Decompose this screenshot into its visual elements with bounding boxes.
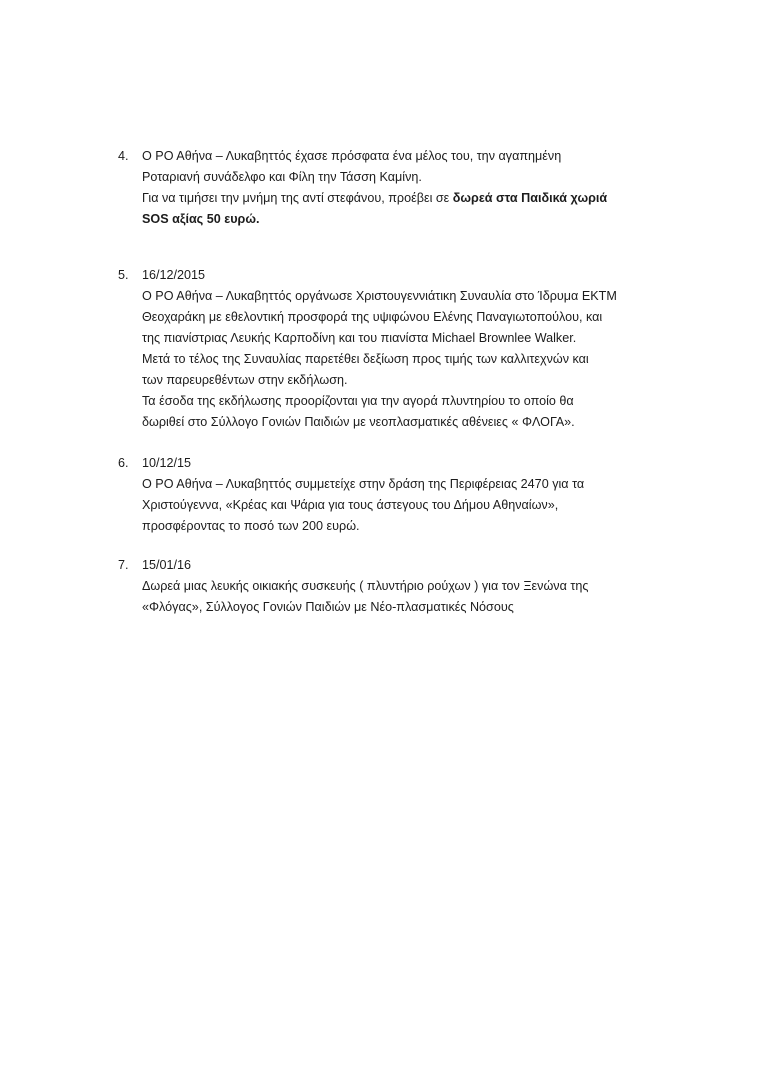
- item-text-line: Ο ΡΟ Αθήνα – Λυκαβηττός έχασε πρόσφατα ένα μέλος του, την αγαπημένη: [142, 149, 562, 163]
- item-text-plain: Για να τιμήσει την μνήμη της αντί στεφάνου, προέβει σε: [142, 191, 453, 205]
- item-number: 6.: [118, 456, 129, 470]
- item-text-line: Ο ΡΟ Αθήνα – Λυκαβηττός συμμετείχε στην δράση της Περιφέρειας 2470 για τα: [142, 477, 585, 491]
- item-number: 7.: [118, 558, 129, 572]
- item-text-line: Ο ΡΟ Αθήνα – Λυκαβηττός οργάνωσε Χριστουγεννιάτικη Συναυλία στο Ίδρυμα ΕΚΤΜ: [142, 289, 617, 303]
- item-text-line: Θεοχαράκη με εθελοντική προσφορά της υψιφώνου Ελένης Παναγιωτοπούλου, και: [142, 310, 603, 324]
- item-text-bold: δωρεά στα Παιδικά χωριά: [452, 191, 608, 205]
- item-text-line-mixed: [142, 188, 658, 209]
- list-item-5: [118, 265, 658, 433]
- item-text-line: Ροταριανή συνάδελφο και Φίλη την Τάσση Καμίνη.: [142, 170, 422, 184]
- item-date: 15/01/16: [142, 558, 192, 572]
- list-item-7: [118, 555, 658, 618]
- item-number: 4.: [118, 149, 129, 163]
- item-text-line: προσφέροντας το ποσό των 200 ευρώ.: [142, 519, 360, 533]
- item-body: [142, 146, 658, 230]
- item-text-line: «Φλόγας», Σύλλογος Γονιών Παιδιών με Νέο-πλασματικές Νόσους: [142, 600, 514, 614]
- item-number: 5.: [118, 268, 129, 282]
- list-item-6: [118, 453, 658, 537]
- list-item-4: [118, 146, 658, 230]
- item-text-line: Τα έσοδα της εκδήλωσης προορίζονται για την αγορά πλυντηρίου το οποίο θα: [142, 394, 574, 408]
- item-date: 10/12/15: [142, 456, 192, 470]
- item-text-line: των παρευρεθέντων στην εκδήλωση.: [142, 373, 348, 387]
- item-text-line: Χριστούγεννα, «Κρέας και Ψάρια για τους άστεγους του Δήμου Αθηναίων»,: [142, 498, 559, 512]
- item-body: [142, 265, 658, 433]
- item-body: [142, 555, 658, 618]
- item-text-bold-line: SOS αξίας 50 ευρώ.: [142, 212, 260, 226]
- item-text-line: της πιανίστριας Λευκής Καρποδίνη και του πιανίστα Michael Brownlee Walker.: [142, 331, 577, 345]
- item-text-line: δωριθεί στο Σύλλογο Γονιών Παιδιών με νεοπλασματικές αθένειες « ΦΛΟΓΑ».: [142, 415, 575, 429]
- item-body: [142, 453, 658, 537]
- item-text-line: Δωρεά μιας λευκής οικιακής συσκευής ( πλυντήριο ρούχων ) για τον Ξενώνα της: [142, 579, 589, 593]
- item-text-line: Μετά το τέλος της Συναυλίας παρετέθει δεξίωση προς τιμής των καλλιτεχνών και: [142, 352, 589, 366]
- item-date: 16/12/2015: [142, 268, 206, 282]
